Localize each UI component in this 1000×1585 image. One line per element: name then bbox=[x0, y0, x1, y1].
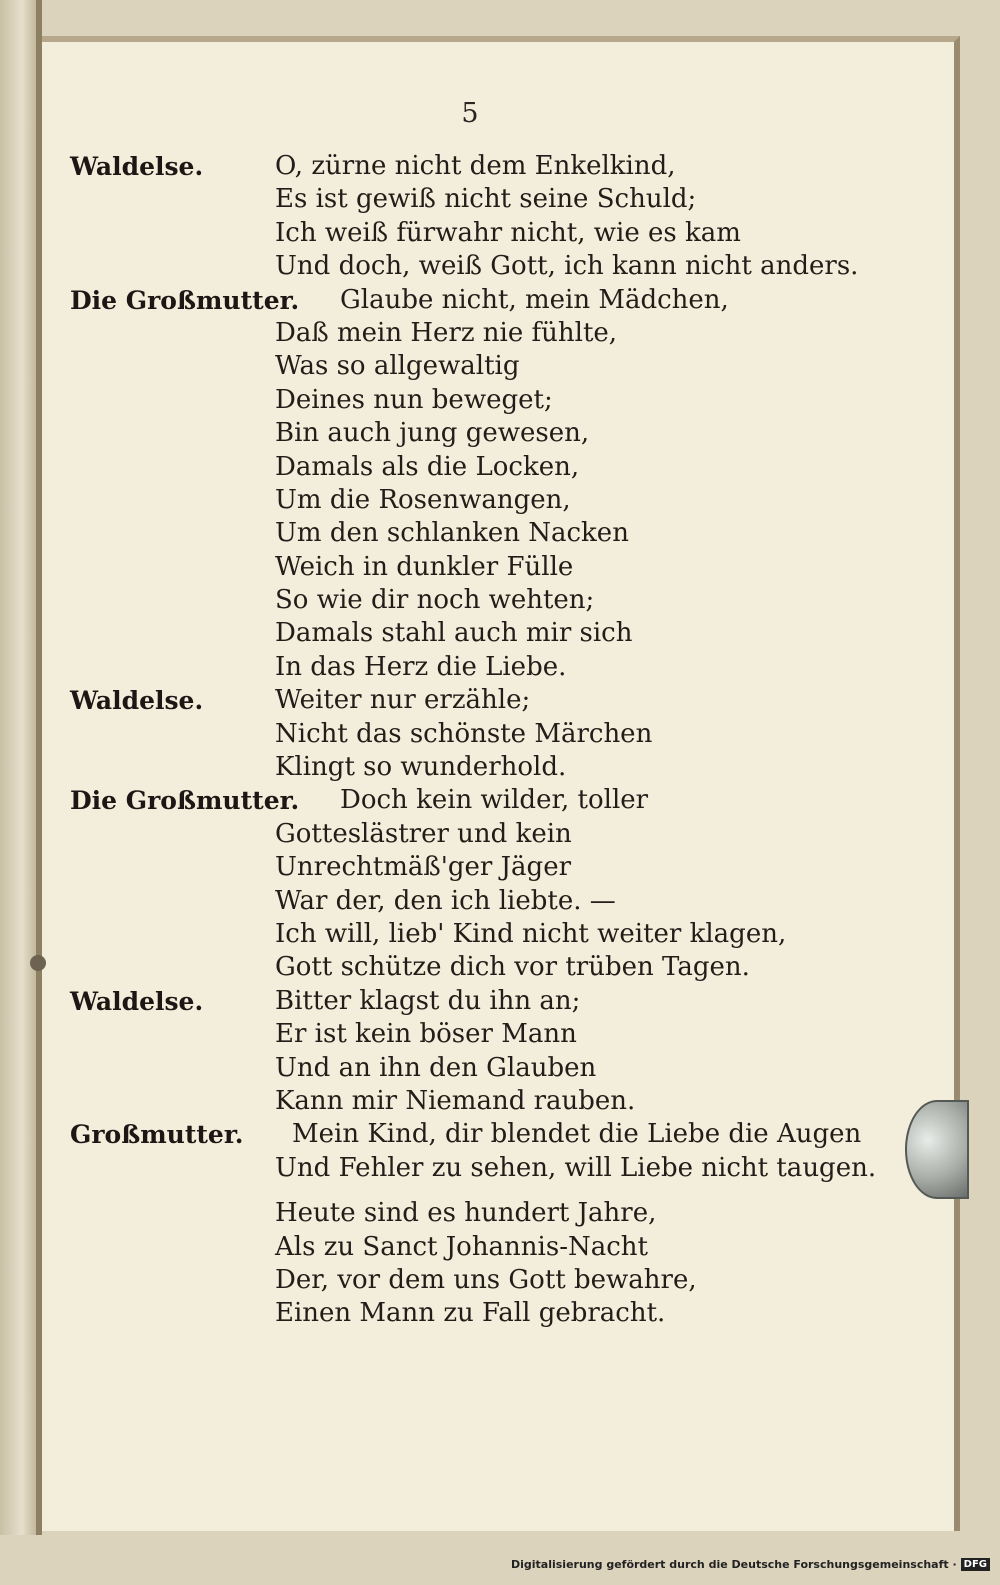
verse-line bbox=[70, 951, 860, 984]
verse-text: Damals als die Locken, bbox=[275, 451, 580, 482]
page-number: 5 bbox=[461, 98, 479, 129]
speaker-label: Großmutter. bbox=[70, 1120, 244, 1150]
verse-line bbox=[70, 851, 860, 884]
verse-text: O, zürne nicht dem Enkelkind, bbox=[275, 151, 676, 181]
speaker-label: Waldelse. bbox=[70, 152, 204, 181]
verse-text: Als zu Sanct Johannis-Nacht bbox=[275, 1231, 649, 1262]
verse-text: Um den schlanken Nacken bbox=[275, 518, 629, 549]
verse-line bbox=[70, 784, 860, 817]
verse-line bbox=[70, 718, 860, 751]
verse-text: Und an ihn den Glauben bbox=[275, 1052, 597, 1083]
verse-text-block bbox=[70, 150, 877, 1331]
verse-line bbox=[70, 1264, 860, 1297]
verse-text: Deines nun beweget; bbox=[275, 384, 553, 415]
verse-line bbox=[70, 1197, 860, 1230]
verse-line bbox=[70, 617, 860, 650]
footer-text: Digitalisierung gefördert durch die Deutsche Forschungsgemeinschaft · bbox=[510, 1557, 957, 1571]
verse-line bbox=[70, 918, 860, 951]
verse-text: Damals stahl auch mir sich bbox=[275, 618, 633, 649]
verse-line bbox=[70, 417, 860, 450]
verse-text: Nicht das schönste Märchen bbox=[275, 718, 653, 749]
page-clip bbox=[905, 1100, 969, 1199]
binding-hole bbox=[30, 955, 46, 971]
verse-text: Bitter klagst du ihn an; bbox=[275, 985, 581, 1016]
verse-line bbox=[70, 1118, 860, 1151]
verse-text: Bin auch jung gewesen, bbox=[275, 418, 590, 449]
verse-line bbox=[70, 150, 860, 183]
verse-text: Glaube nicht, mein Mädchen, bbox=[340, 284, 729, 315]
verse-line bbox=[70, 384, 860, 417]
verse-line bbox=[70, 317, 860, 350]
verse-line bbox=[70, 1085, 860, 1118]
verse-line bbox=[70, 751, 860, 784]
verse-text: Der, vor dem uns Gott bewahre, bbox=[275, 1264, 697, 1295]
verse-text: Es ist gewiß nicht seine Schuld; bbox=[275, 184, 697, 215]
speaker-label: Die Großmutter. bbox=[70, 285, 300, 315]
verse-line bbox=[70, 818, 860, 851]
verse-line bbox=[70, 1231, 860, 1264]
dfg-logo: DFG bbox=[961, 1558, 990, 1571]
left-page-edge bbox=[0, 0, 40, 1535]
verse-line bbox=[70, 651, 860, 684]
verse-text: Mein Kind, dir blendet die Liebe die Augen bbox=[292, 1119, 862, 1150]
verse-line bbox=[70, 584, 860, 617]
verse-text: Daß mein Herz nie fühlte, bbox=[275, 317, 618, 348]
verse-text: Heute sind es hundert Jahre, bbox=[275, 1198, 657, 1229]
verse-text: Unrechtmäß'ger Jäger bbox=[275, 852, 572, 883]
verse-line bbox=[70, 885, 860, 918]
speaker-label: Die Großmutter. bbox=[70, 786, 300, 816]
verse-text: Und Fehler zu sehen, will Liebe nicht taugen. bbox=[275, 1152, 877, 1183]
verse-line bbox=[70, 1052, 860, 1085]
verse-line bbox=[70, 684, 860, 717]
verse-text: Einen Mann zu Fall gebracht. bbox=[275, 1298, 666, 1329]
verse-text: Klingt so wunderhold. bbox=[275, 752, 567, 783]
verse-line bbox=[70, 1152, 877, 1185]
verse-text: Gotteslästrer und kein bbox=[275, 818, 572, 849]
verse-line bbox=[70, 350, 860, 383]
speaker-label: Waldelse. bbox=[70, 986, 204, 1016]
stanza-gap bbox=[70, 1185, 860, 1197]
verse-line bbox=[70, 1297, 860, 1330]
verse-text: Weich in dunkler Fülle bbox=[275, 551, 574, 582]
verse-text: Gott schütze dich vor trüben Tagen. bbox=[275, 952, 750, 983]
verse-text: Was so allgewaltig bbox=[275, 351, 520, 382]
verse-text: Weiter nur erzähle; bbox=[275, 685, 531, 716]
verse-text: Ich will, lieb' Kind nicht weiter klagen, bbox=[275, 918, 787, 949]
verse-line bbox=[70, 517, 860, 550]
verse-text: War der, den ich liebte. — bbox=[275, 885, 616, 916]
verse-line bbox=[70, 250, 860, 283]
digitization-footer bbox=[511, 1553, 990, 1575]
verse-line bbox=[70, 484, 860, 517]
verse-line bbox=[70, 183, 860, 216]
verse-text: So wie dir noch wehten; bbox=[275, 585, 595, 616]
verse-line bbox=[70, 217, 860, 250]
verse-line bbox=[70, 451, 860, 484]
verse-line bbox=[70, 985, 860, 1018]
verse-text: Kann mir Niemand rauben. bbox=[275, 1085, 636, 1116]
verse-text: Doch kein wilder, toller bbox=[340, 785, 649, 816]
verse-line bbox=[70, 1018, 860, 1051]
verse-line bbox=[70, 551, 860, 584]
verse-text: Und doch, weiß Gott, ich kann nicht anders. bbox=[275, 251, 859, 282]
verse-text: Um die Rosenwangen, bbox=[275, 484, 571, 515]
speaker-label: Waldelse. bbox=[70, 686, 204, 716]
verse-text: Er ist kein böser Mann bbox=[275, 1019, 577, 1050]
verse-line bbox=[70, 284, 860, 317]
verse-text: In das Herz die Liebe. bbox=[275, 651, 567, 682]
verse-text: Ich weiß fürwahr nicht, wie es kam bbox=[275, 217, 741, 248]
